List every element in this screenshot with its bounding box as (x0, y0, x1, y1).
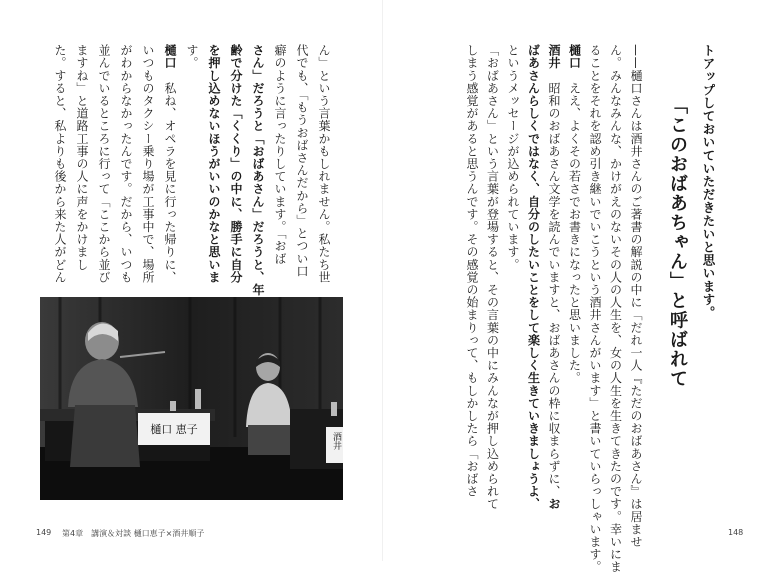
running-head: 第4章 講演＆対談 樋口恵子×酒井順子 (62, 529, 205, 538)
text-segment: 酒井 (547, 44, 561, 70)
page-number-right: 148 (728, 528, 744, 537)
photo-illustration (40, 297, 343, 500)
text-column (568, 44, 581, 384)
text-segment: しまう感覚があると思うんです。その感覚の始まりって、もしかしたら「おばさ (465, 44, 479, 498)
text-segment: ええ、よくその若さでお書きになったと思いました。 (567, 69, 582, 385)
text-segment: お (547, 497, 561, 511)
intro-column: トアップしておいていただきたいと思います。 (701, 44, 716, 320)
text-column (119, 44, 132, 283)
text-segment: た。すると、私よりも後から来た人がどん (53, 44, 67, 284)
text-segment: 「おばあさん」という言葉が登場すると、その言葉の中にみんなが押し込められて (485, 44, 500, 511)
text-column (75, 44, 88, 271)
text-segment: 並んでいるところに行って「ここから並び (97, 44, 111, 284)
text-column (485, 44, 500, 511)
text-segment: がわからなかったんです。だから、いつも (119, 44, 133, 284)
text-column (506, 44, 519, 271)
text-segment: いつものタクシー乗り場が工事中で、場所 (141, 44, 155, 284)
event-photo (40, 297, 343, 500)
text-column (207, 44, 220, 283)
text-segment: さ (251, 44, 265, 57)
text-segment: 樋口 (567, 44, 582, 70)
text-segment: 癖のように言ったりしています。「おば (273, 44, 287, 265)
text-column (273, 44, 286, 265)
name-card-higuchi: 樋口 恵子 (150, 423, 198, 436)
text-column (588, 44, 602, 573)
text-segment: す。 (185, 44, 199, 70)
text-segment: ばあさんらしくではなく、自分のしたいことをして楽しく生きていきましょうよ、 (526, 44, 541, 511)
text-column (547, 44, 561, 511)
text-segment: ん」という言葉かもしれません。私たち世 (317, 44, 331, 284)
section-heading: 「このおばあちゃん」と呼ばれて (667, 96, 688, 389)
text-column (465, 44, 479, 498)
text-column (629, 44, 643, 548)
text-column (97, 44, 110, 283)
text-segment: を押し込めないほうがいいのかなと思いま (207, 44, 221, 284)
left-page (0, 0, 383, 561)
text-column (317, 44, 330, 283)
text-segment: ることをそれを認め引き継いでいこうという酒井さんがいます」と書いていらっしゃいます。 (588, 44, 602, 573)
text-column (229, 44, 242, 283)
text-column (251, 44, 265, 297)
text-segment: 代でも、「もうおばさんだから」とつい口 (295, 44, 309, 278)
text-segment: ん」だろうと「おばあさん」だろうと、年 (251, 56, 265, 297)
text-segment: 私ね、オペラを見に行った帰りに、 (163, 69, 177, 284)
text-column (53, 44, 66, 283)
page-number-left: 149 (36, 528, 52, 537)
text-column (526, 44, 541, 511)
name-card-sakai: 酒井 (331, 432, 341, 450)
text-column (141, 44, 154, 283)
text-segment: 齢で分けた「くくり」の中に、勝手に自分 (229, 44, 243, 284)
text-segment: というメッセージが込められています。 (506, 44, 520, 271)
text-segment: 樋口 (163, 44, 177, 70)
text-segment: ん。みんなみんな、かけがえのないその人の人生を、女の人生を生きてきたのです。幸いにま (608, 44, 623, 573)
right-page (383, 0, 766, 573)
text-segment: 昭和のおばあさん文学を読んでいますと、おばあさんの枠に収まらずに、 (547, 69, 561, 498)
text-column (163, 44, 176, 283)
text-column (295, 44, 308, 277)
text-column (608, 44, 623, 573)
text-segment: ますね」と道路工事の人に声をかけまし (75, 44, 89, 271)
text-segment: ——樋口さんは酒井さんのご著書の解説の中に「だれ一人『ただのおばあさん』は居ませ (629, 44, 643, 548)
text-column (185, 44, 198, 69)
